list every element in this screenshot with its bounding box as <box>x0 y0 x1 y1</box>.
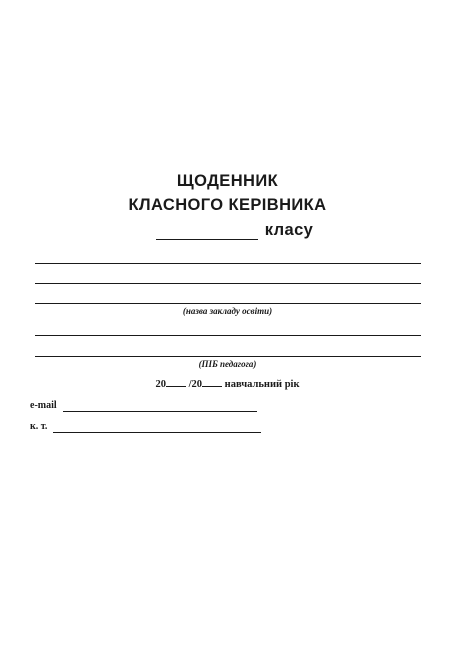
institution-line-1[interactable] <box>35 263 421 264</box>
year-prefix: 20 <box>155 379 166 390</box>
institution-line-2[interactable] <box>35 283 421 284</box>
year-blank-1[interactable] <box>166 377 186 387</box>
email-field[interactable] <box>63 402 257 412</box>
year-blank-2[interactable] <box>202 377 222 387</box>
email-label: e-mail <box>30 400 57 411</box>
phone-row <box>30 421 261 433</box>
email-row <box>30 400 257 412</box>
title-line-diary: ЩОДЕННИК <box>176 172 279 190</box>
teacher-line-2[interactable] <box>35 356 421 357</box>
teacher-caption: (ПІБ педагога) <box>198 359 257 369</box>
title-line-class <box>0 220 455 240</box>
phone-label: к. т. <box>30 421 48 432</box>
phone-field[interactable] <box>53 423 261 433</box>
academic-year-line <box>0 377 455 391</box>
year-separator: /20 <box>188 379 203 390</box>
institution-caption: (назва закладу освіти) <box>182 306 273 316</box>
teacher-line-1[interactable] <box>35 335 421 336</box>
class-word: класу <box>264 221 314 239</box>
class-blank-line[interactable] <box>156 225 258 240</box>
institution-line-3[interactable] <box>35 303 421 304</box>
title-line-class-teacher: КЛАСНОГО КЕРІВНИКА <box>128 196 327 214</box>
academic-year-label: навчальний рік <box>224 379 300 390</box>
